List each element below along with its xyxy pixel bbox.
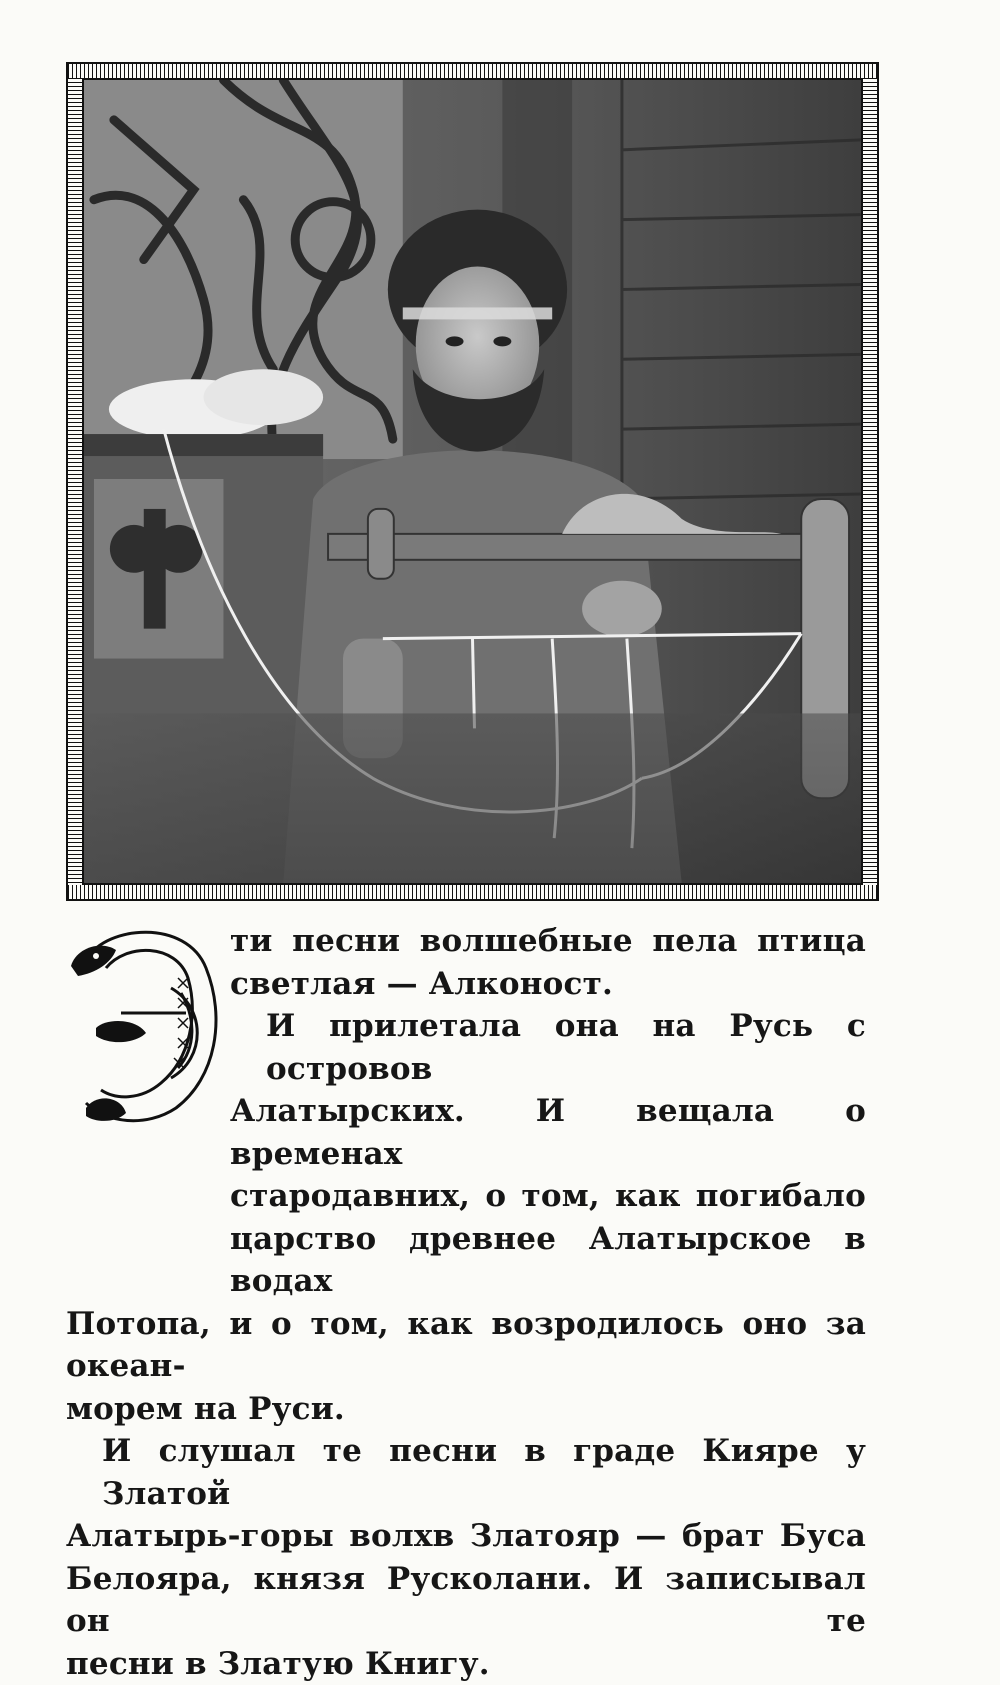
text-line: Потопа, и о том, как возродилось оно за океан- xyxy=(66,1303,866,1388)
paragraph-2 xyxy=(66,1005,866,1303)
text-line: морем на Руси. xyxy=(66,1388,866,1431)
paragraph-2-continued xyxy=(66,1303,866,1431)
text-line: светлая — Алконост. xyxy=(66,963,866,1006)
text-line: Алатырских. И вещала о временах xyxy=(230,1090,866,1175)
photo-illustration xyxy=(84,80,861,883)
text-line: царство древнее Алатырское в водах xyxy=(230,1218,866,1303)
paragraph-1 xyxy=(66,920,866,1005)
body-text xyxy=(66,920,866,1685)
text-line: И прилетала она на Русь с островов xyxy=(230,1005,866,1090)
text-line: Алатырь-горы волхв Златояр — брат Буса xyxy=(66,1515,866,1558)
text-line: Белояра, князя Русколани. И записывал он те xyxy=(66,1558,866,1643)
photograph xyxy=(82,78,863,885)
text-line: песни в Златую Книгу. xyxy=(66,1643,866,1685)
text-line: И слушал те песни в граде Кияре у Златой xyxy=(66,1430,866,1515)
text-line: ти песни волшебные пела птица xyxy=(66,920,866,963)
text-line: стародавних, о том, как погибало xyxy=(230,1175,866,1218)
paragraph-3 xyxy=(66,1430,866,1685)
photo-frame xyxy=(66,62,879,901)
